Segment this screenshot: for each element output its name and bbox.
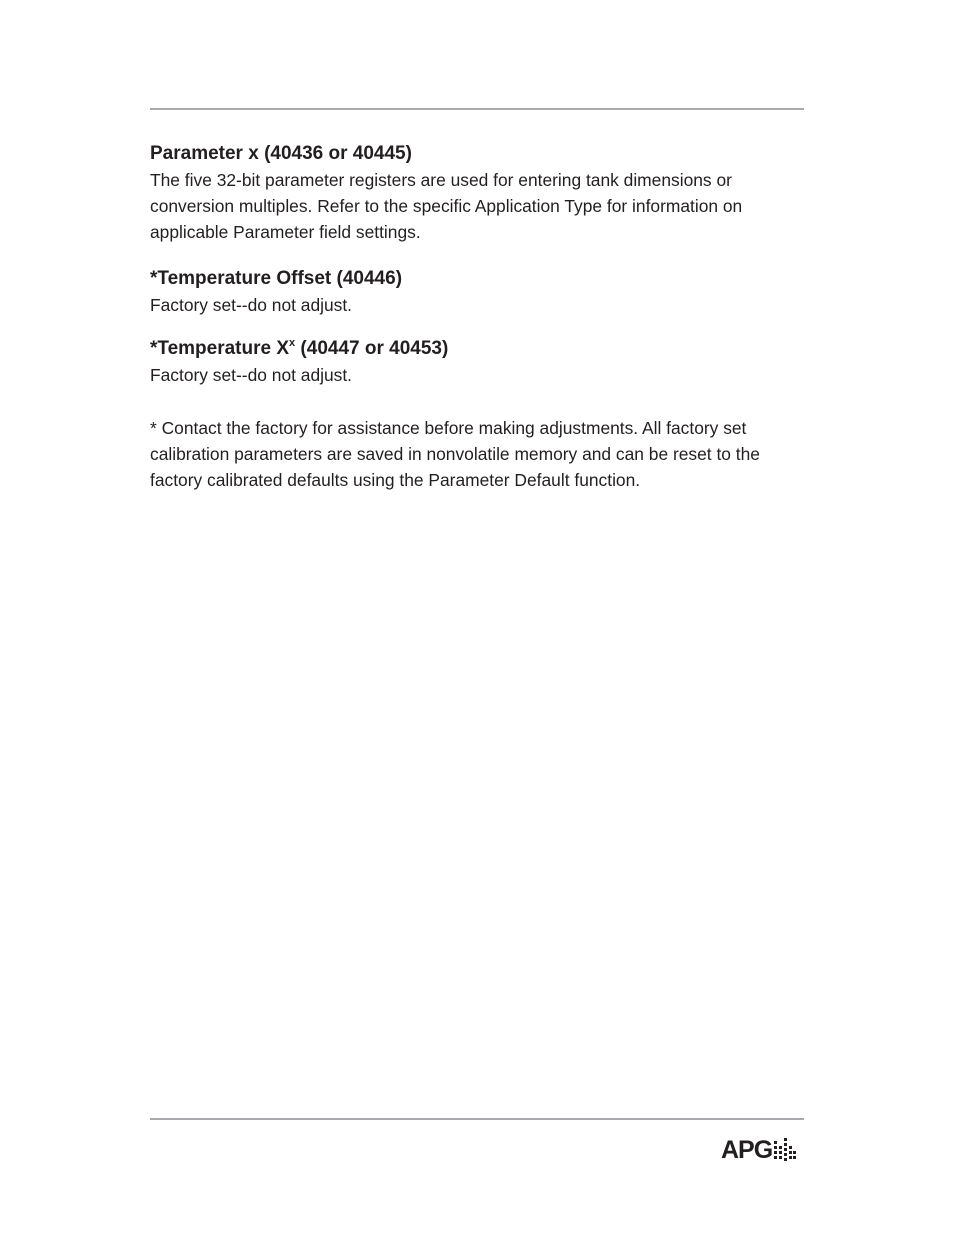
document-body bbox=[150, 141, 810, 493]
heading-prefix: *Temperature X bbox=[150, 338, 290, 359]
section-body: The five 32-bit parameter registers are used for entering tank dimensions or conversion multiples. Refer to the specific Application Type for information on applicable Parameter field settings. bbox=[150, 170, 743, 242]
heading-superscript: x bbox=[289, 336, 296, 349]
footer-divider bbox=[150, 1118, 804, 1120]
section-body: Factory set--do not adjust. bbox=[150, 295, 353, 315]
heading-suffix: (40447 or 40453) bbox=[295, 338, 449, 359]
footnote: * Contact the factory for assistance before making adjustments. All factory set calibration parameters are saved in nonvolatile memory and can be reset to the factory calibrated defaults using the Parameter Default function. bbox=[150, 418, 760, 490]
section-body: Factory set--do not adjust. bbox=[150, 365, 353, 385]
apg-logo bbox=[721, 1136, 796, 1164]
section-heading: *Temperature Offset (40446) bbox=[150, 268, 403, 289]
section-heading: Parameter x (40436 or 40445) bbox=[150, 143, 412, 164]
section-heading bbox=[150, 336, 810, 362]
section-temperature-x bbox=[150, 336, 810, 388]
header-divider bbox=[150, 108, 804, 110]
logo-text: APG bbox=[721, 1136, 773, 1164]
section-temperature-offset bbox=[150, 266, 810, 318]
section-parameter-x bbox=[150, 141, 810, 245]
apg-dot-grid-icon bbox=[774, 1138, 796, 1162]
